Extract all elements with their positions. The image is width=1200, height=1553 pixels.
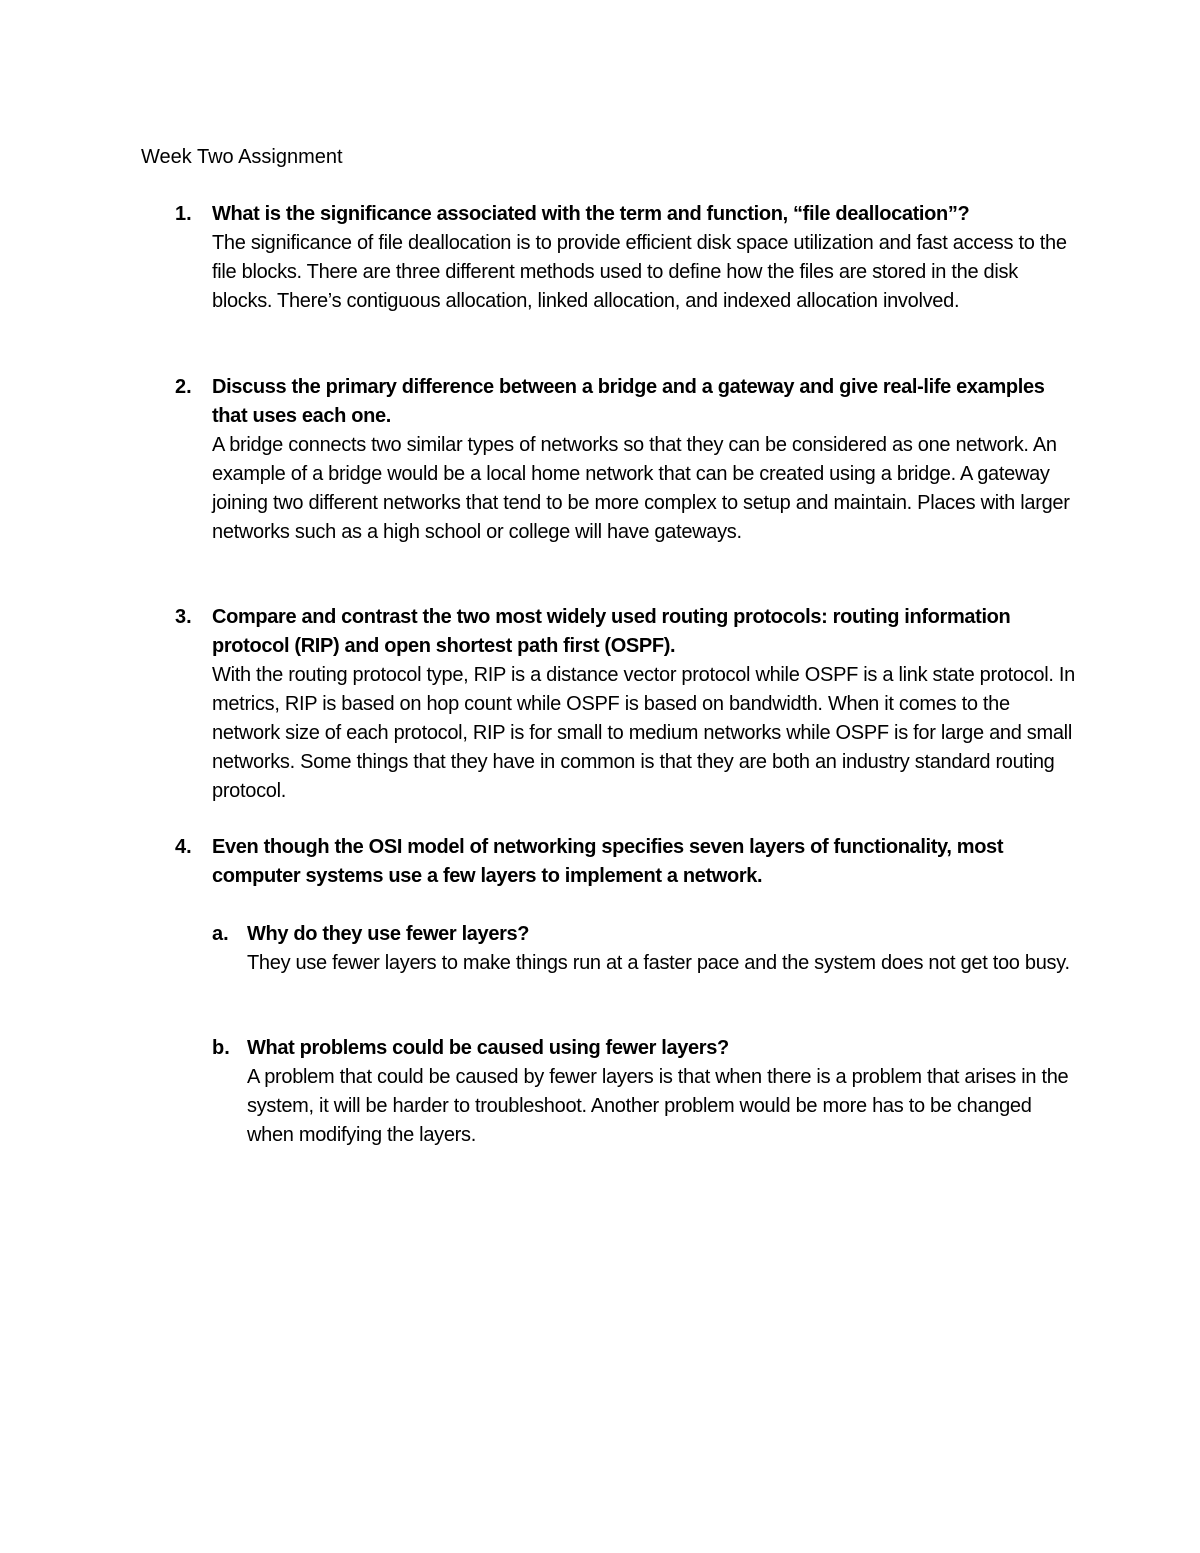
subanswer-text: They use fewer layers to make things run at a faster pace and the system does not get too busy. (247, 952, 1070, 974)
question-body (212, 603, 1075, 806)
question-number: 1. (175, 203, 192, 225)
answer-text: A bridge connects two similar types of networks so that they can be considered as one network. An example of a bridge would be a local home network that can be created using a bridge. A gateway joining two different networks that tend to be more complex to setup and maintain. Places with larger networks such as a high school or college will have gateways. (212, 434, 1070, 543)
question-number: 2. (175, 376, 192, 398)
subanswer-text: A problem that could be caused by fewer layers is that when there is a problem that arises in the system, it will be harder to troubleshoot. Another problem would be more has to be changed when modifying the layers. (247, 1066, 1069, 1146)
question-item-1 (175, 200, 1075, 316)
question-body (212, 833, 1075, 891)
subquestion-body (247, 920, 1072, 978)
question-number: 3. (175, 606, 192, 628)
question-number: 4. (175, 836, 192, 858)
answer-text: With the routing protocol type, RIP is a distance vector protocol while OSPF is a link state protocol. In metrics, RIP is based on hop count while OSPF is based on bandwidth. When it comes to the network size of each protocol, RIP is for small to medium networks while OSPF is for large and small networks. Some things that they have in common is that they are both an industry standard routing protocol. (212, 664, 1075, 802)
question-body (212, 200, 1075, 316)
question-text: Even though the OSI model of networking specifies seven layers of functionality, most computer systems use a few layers to implement a network. (212, 836, 1004, 887)
subquestion-text: What problems could be caused using fewer layers? (247, 1037, 729, 1059)
subquestion-letter: a. (212, 923, 229, 945)
question-body (212, 373, 1075, 547)
subquestion-item-b (212, 1034, 1072, 1150)
answer-text: The significance of file deallocation is to provide efficient disk space utilization and fast access to the file blocks. There are three different methods used to define how the files are stored in the disk blocks. There’s contiguous allocation, linked allocation, and indexed allocation involved. (212, 232, 1067, 312)
question-text: Discuss the primary difference between a bridge and a gateway and give real-life examples that uses each one. (212, 376, 1045, 427)
subquestion-letter: b. (212, 1037, 230, 1059)
subquestion-text: Why do they use fewer layers? (247, 923, 530, 945)
question-text: Compare and contrast the two most widely used routing protocols: routing information protocol (RIP) and open shortest path first (OSPF). (212, 606, 1011, 657)
question-text: What is the significance associated with the term and function, “file deallocation”? (212, 203, 970, 225)
question-item-2 (175, 373, 1075, 547)
subquestion-item-a (212, 920, 1072, 978)
document-title: Week Two Assignment (141, 146, 343, 168)
subquestion-body (247, 1034, 1072, 1150)
question-item-4 (175, 833, 1075, 891)
question-item-3 (175, 603, 1075, 806)
